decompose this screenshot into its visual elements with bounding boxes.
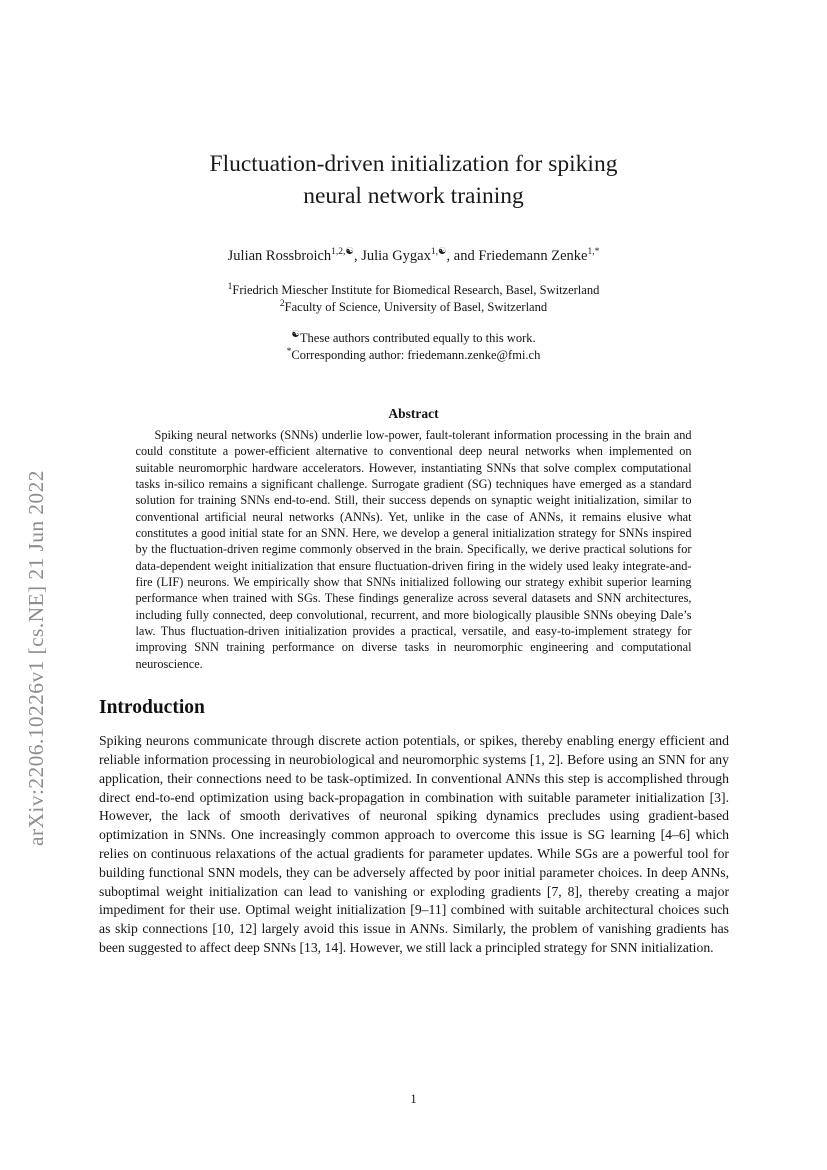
note-mark: ☯ (291, 329, 300, 340)
corresponding-author-note (0, 347, 827, 364)
note-mark: * (286, 346, 292, 357)
author-affil-marks: 1,* (587, 247, 600, 258)
affiliation-block (0, 282, 827, 316)
affiliation-line (0, 282, 827, 299)
author-name: Julia Gygax (361, 248, 431, 264)
paper-title-line2: neural network training (303, 183, 524, 209)
note-text: Corresponding author: friedemann.zenke@fmi.ch (291, 348, 541, 362)
author-name: Julian Rossbroich (227, 248, 332, 264)
affiliation-text: Faculty of Science, University of Basel, Switzerland (284, 300, 548, 314)
paper-title (0, 148, 827, 212)
affiliation-line (0, 299, 827, 316)
abstract-heading: Abstract (388, 406, 439, 421)
note-text: These authors contributed equally to this work. (299, 331, 536, 345)
section-heading-introduction: Introduction (99, 697, 205, 719)
author-notes-block (0, 330, 827, 364)
affiliation-text: Friedrich Miescher Institute for Biomedical Research, Basel, Switzerland (232, 283, 600, 297)
equal-contribution-note (0, 330, 827, 347)
author-affil-marks: 1,2,☯ (331, 247, 354, 258)
author-separator: , (353, 248, 362, 264)
author-line (0, 248, 827, 265)
arxiv-watermark: arXiv:2206.10226v1 [cs.NE] 21 Jun 2022 (24, 470, 48, 846)
author-separator: , and (446, 248, 479, 264)
affiliation-mark: 1 (227, 281, 233, 292)
affiliation-mark: 2 (279, 298, 285, 309)
introduction-text: Spiking neurons communicate through discrete action potentials, or spikes, thereby enabling energy efficient and reliable information processing in neurobiological and neuromorphic systems [1, 2]. Before using an SNN for any application, their connections need to be task-optimized. In conventional ANNs this step is accomplished through direct end-to-end optimization using back-propagation in combination with suitable parameter initialization [3]. However, the lack of smooth derivatives of neuronal spiking dynamics precludes using gradient-based optimization in SNNs. One increasingly common approach to overcome this issue is SG learning [4–6] which relies on continuous relaxations of the actual gradients for parameter updates. While SGs are a powerful tool for building functional SNN models, they can be adversely affected by poor initial parameter choices. In deep ANNs, suboptimal weight initialization can lead to vanishing or exploding gradients [7, 8], thereby creating a major impediment for their use. Optimal weight initialization [9–11] combined with suitable architectural choices such as skip connections [10, 12] largely avoid this issue in ANNs. Similarly, the problem of vanishing gradients has been suggested to affect deep SNNs [13, 14]. However, we still lack a principled strategy for SNN initialization. (99, 733, 729, 955)
author-affil-marks: 1,☯ (430, 247, 447, 258)
abstract-text: Spiking neural networks (SNNs) underlie low-power, fault-tolerant information processing in the brain and could constitute a power-efficient alternative to conventional deep neural networks when implemented on suitable neuromorphic hardware accelerators. However, instantiating SNNs that solve complex computational tasks in-silico remains a significant challenge. Surrogate gradient (SG) techniques have emerged as a standard solution for training SNNs end-to-end. Still, their success depends on synaptic weight initialization, similar to conventional artificial neural networks (ANNs). Yet, unlike in the case of ANNs, it remains elusive what constitutes a good initial state for an SNN. Here, we develop a general initialization strategy for SNNs inspired by the fluctuation-driven regime commonly observed in the brain. Specifically, we derive practical solutions for data-dependent weight initialization that ensure fluctuation-driven firing in the widely used leaky integrate-and-fire (LIF) neurons. We empirically show that SNNs initialized following our strategy exhibit superior learning performance when trained with SGs. These findings generalize across several datasets and SNN architectures, including fully connected, deep convolutional, recurrent, and more biologically plausible SNNs obeying Dale’s law. Thus fluctuation-driven initialization provides a practical, versatile, and easy-to-implement strategy for improving SNN training performance on diverse tasks in neuromorphic engineering and computational neuroscience. (135, 428, 692, 671)
paper-title-line1: Fluctuation-driven initialization for spiking (209, 151, 618, 177)
page-number: 1 (410, 1092, 417, 1106)
author-name: Friedemann Zenke (478, 248, 588, 264)
